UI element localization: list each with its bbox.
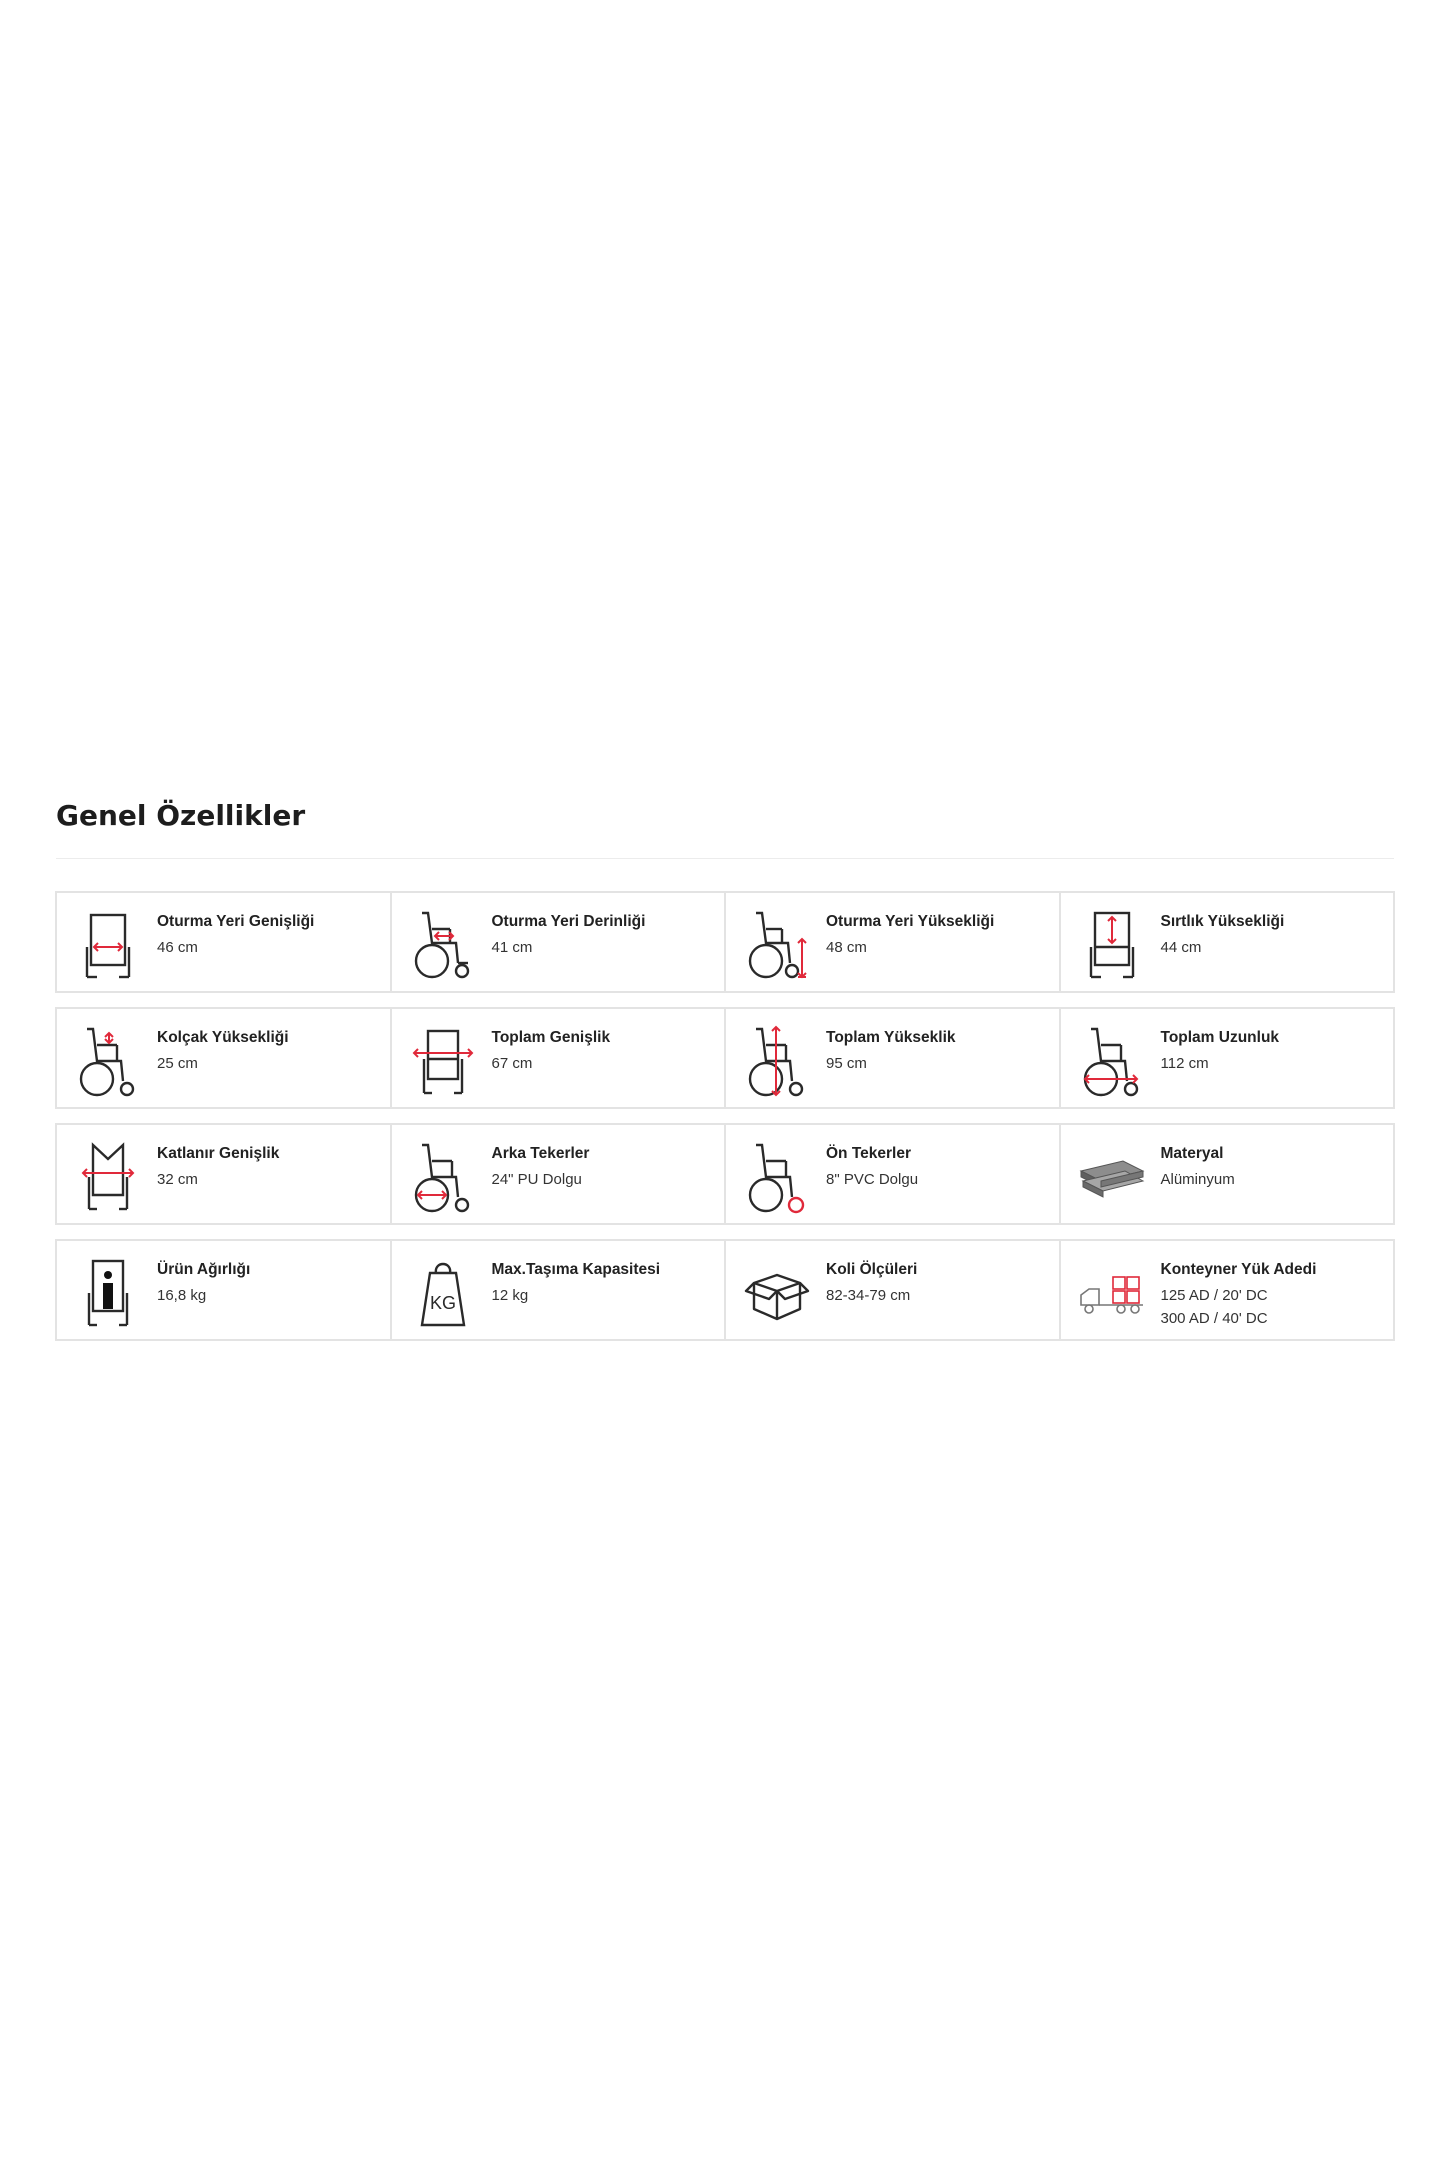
spec-value: 8" PVC Dolgu [826, 1171, 919, 1188]
spec-card-total-length [1059, 1007, 1396, 1109]
spec-value: 24" PU Dolgu [491, 1171, 582, 1188]
spec-card-front-wheels [724, 1123, 1061, 1225]
spec-value: 44 cm [1160, 939, 1202, 956]
spec-value: 25 cm [157, 1055, 198, 1072]
backrest-height-icon [1079, 905, 1145, 983]
spec-value: 41 cm [491, 939, 533, 956]
folded-width-icon [75, 1137, 141, 1215]
spec-card-total-height [724, 1007, 1061, 1109]
spec-label: Ön Tekerler [826, 1145, 912, 1162]
spec-label: Kolçak Yüksekliği [157, 1029, 289, 1046]
spec-label: Konteyner Yük Adedi [1160, 1261, 1317, 1278]
spec-card-rear-wheels [390, 1123, 727, 1225]
seat-height-icon [744, 905, 810, 983]
spec-value: 125 AD / 20' DC [1160, 1287, 1268, 1304]
spec-value: 95 cm [826, 1055, 867, 1072]
spec-card-container-load [1059, 1239, 1396, 1341]
product-weight-icon [75, 1253, 141, 1331]
spec-value: 12 kg [491, 1287, 529, 1304]
spec-label: Materyal [1160, 1145, 1224, 1162]
spec-card-backrest-height [1059, 891, 1396, 993]
spec-label: Toplam Genişlik [491, 1029, 611, 1046]
spec-label: Arka Tekerler [491, 1145, 590, 1162]
spec-card-seat-height [724, 891, 1061, 993]
spec-label: Toplam Yükseklik [826, 1029, 956, 1046]
seat-width-icon [75, 905, 141, 983]
spec-card-product-weight [55, 1239, 392, 1341]
section-divider [56, 858, 1394, 859]
spec-value: 46 cm [157, 939, 198, 956]
svg-text:KG: KG [429, 1293, 456, 1313]
aluminum-profile-icon [1079, 1137, 1145, 1215]
spec-value-secondary: 300 AD / 40' DC [1160, 1310, 1268, 1327]
spec-card-folded-width [55, 1123, 392, 1225]
container-truck-icon [1079, 1253, 1145, 1331]
spec-card-max-capacity [390, 1239, 727, 1341]
spec-grid [56, 891, 1394, 1341]
armrest-height-icon [75, 1021, 141, 1099]
spec-value: 67 cm [491, 1055, 533, 1072]
rear-wheel-icon [410, 1137, 476, 1215]
box-icon [744, 1253, 810, 1331]
spec-label: Oturma Yeri Derinliği [491, 913, 646, 930]
general-features-section [56, 790, 1394, 1341]
spec-label: Oturma Yeri Genişliği [157, 913, 315, 930]
section-title: Genel Özellikler [56, 799, 306, 832]
spec-value: 112 cm [1160, 1055, 1209, 1072]
spec-card-seat-width [55, 891, 392, 993]
spec-value: 32 cm [157, 1171, 198, 1188]
total-height-icon [744, 1021, 810, 1099]
total-width-icon [410, 1021, 476, 1099]
seat-depth-icon [410, 905, 476, 983]
spec-value: Alüminyum [1160, 1171, 1235, 1188]
spec-card-material [1059, 1123, 1396, 1225]
spec-value: 16,8 kg [157, 1287, 207, 1304]
spec-label: Sırtlık Yüksekliği [1160, 913, 1285, 930]
spec-value: 48 cm [826, 939, 867, 956]
spec-card-total-width [390, 1007, 727, 1109]
spec-label: Toplam Uzunluk [1160, 1029, 1280, 1046]
spec-card-armrest-height [55, 1007, 392, 1109]
spec-label: Katlanır Genişlik [157, 1145, 280, 1162]
spec-label: Max.Taşıma Kapasitesi [491, 1261, 661, 1278]
spec-label: Koli Ölçüleri [826, 1261, 918, 1278]
spec-label: Oturma Yeri Yüksekliği [826, 913, 995, 930]
total-length-icon [1079, 1021, 1145, 1099]
spec-card-seat-depth [390, 891, 727, 993]
spec-value: 82-34-79 cm [826, 1287, 911, 1304]
spec-card-box-dimensions [724, 1239, 1061, 1341]
front-wheel-icon [744, 1137, 810, 1215]
spec-label: Ürün Ağırlığı [157, 1261, 251, 1278]
kg-weight-icon [410, 1253, 476, 1331]
